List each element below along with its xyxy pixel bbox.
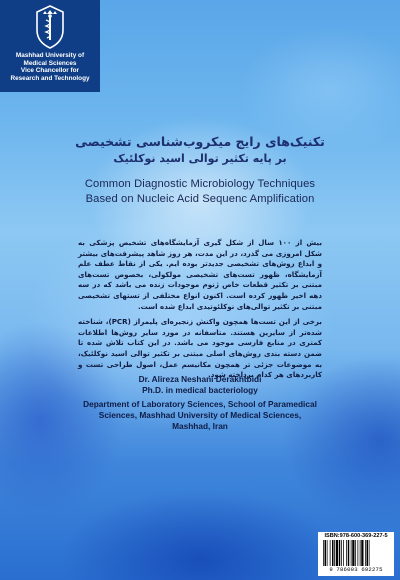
barcode-icon bbox=[321, 540, 391, 566]
affiliation-line: Sciences, Mashhad University of Medical Sciences, bbox=[98, 409, 302, 420]
affiliation-line: Department of Laboratory Sciences, School of Paramedical bbox=[83, 399, 317, 409]
author-affiliation bbox=[0, 399, 400, 431]
persian-subtitle: بر پایه تکثیر توالی اسید نوکلئیک bbox=[113, 152, 287, 165]
persian-abstract bbox=[78, 238, 322, 386]
publisher-line: Vice Chancellor for bbox=[20, 67, 80, 75]
publisher-line: Medical Sciences bbox=[23, 59, 77, 67]
english-title-line: Common Diagnostic Microbiology Techniques bbox=[84, 178, 316, 190]
publisher-line: Research and Technology bbox=[10, 74, 90, 82]
abstract-paragraph: بیش از ۱۰۰ سال از شکل گیری آزمایشگاه‌های تشخیص پزشکی به شکل امروزی می گذرد، در این مدت، هر روز شاهد پیشرفت‌های بیشتر و ابداع روش‌های تشخیصی جدیدتر بوده ایم. یکی از نقاط عطف علم آزمایشگاه، ظهور تست‌های تشخیصی مولکولی، بخصوص تست‌های مبتنی بر تکثیر قطعات خاص ژنوم موجودات زنده می باشد که در سه دهه اخیر ظهور کرده است. اکنون انواع مختلفی از تستهای تشخیصی مبتنی بر تکثیر توالی‌های نوکلئوتیدی ابداع شده است. bbox=[78, 238, 322, 311]
affiliation-line: Mashhad, Iran bbox=[172, 420, 228, 431]
author-block bbox=[0, 374, 400, 431]
english-title bbox=[0, 177, 400, 206]
abstract-paragraph: برخی از این تست‌ها همچون واکنش زنجیره‌ای پلیمراز (PCR)، شناخته شده‌تر از سایرین هستند. متاسفانه در مورد سایر روش‌ها اطلاعات کمتری در منابع فارسی موجود می باشد. در این کتاب تلاش شده تا ضمن دسته بندی روش‌های اصلی مبتنی بر تکثیر توالی اسید نوکلئیک، به موضوعات جزئی تر همچون مکانیسم عمل، اصول طراحی تست و کاربردهای هر کدام پرداخته شود. bbox=[78, 317, 322, 380]
english-title-line: Based on Nucleic Acid Sequenc Amplification bbox=[85, 192, 315, 205]
publisher-name bbox=[10, 52, 89, 82]
isbn-label: ISBN:978-600-369-227-5 bbox=[324, 533, 388, 539]
persian-title: تکنیک‌های رایج میکروب‌شناسی تشخیصی bbox=[75, 134, 325, 149]
author-name: Dr. Alireza Neshani Derakhtbidi bbox=[138, 374, 262, 384]
university-emblem-icon bbox=[33, 4, 67, 50]
author-degree: Ph.D. in medical bacteriology bbox=[142, 384, 258, 395]
publisher-line: Mashhad University of bbox=[15, 52, 85, 59]
isbn-barcode-box bbox=[318, 532, 394, 576]
publisher-logo-box bbox=[0, 0, 100, 92]
barcode-digits: 9 786003 692275 bbox=[329, 566, 383, 573]
